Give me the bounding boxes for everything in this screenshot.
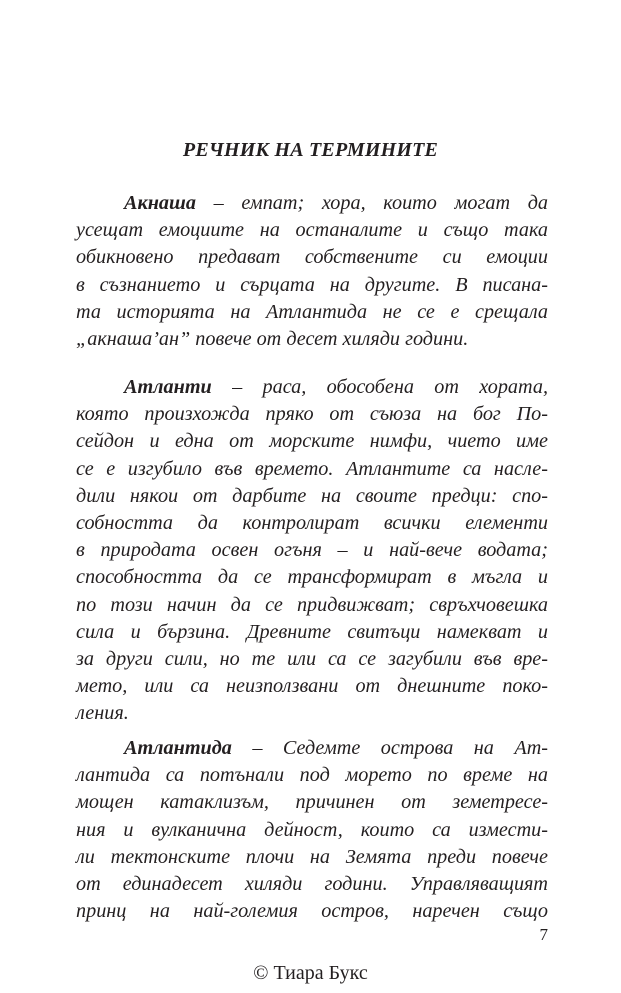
entry-line: се е изгубило във времето. Атлантите са насле- xyxy=(76,457,548,480)
glossary-term: Акнаша xyxy=(124,192,196,214)
entry-line: усещат емоциите на останалите и също така xyxy=(76,219,548,242)
page-title: РЕЧНИК НА ТЕРМИНИТЕ xyxy=(182,139,439,161)
glossary-term: Атланти xyxy=(124,376,212,398)
entry-line: мето, или са неизползвани от днешните поко- xyxy=(76,675,548,698)
entry-line: от единадесет хиляди години. Управляващият xyxy=(76,872,548,895)
entry-line: ления. xyxy=(76,702,129,725)
entry-line: мощен катаклизъм, причинен от земетресе- xyxy=(76,791,548,814)
entry-line: за други сили, но те или са се загубили във вре- xyxy=(76,647,548,670)
glossary-entry-atlanti xyxy=(76,374,548,727)
entry-line: ли тектонските плочи на Земята преди повече xyxy=(76,845,548,868)
entry-line: дили някои от дарбите на своите предци: спо- xyxy=(76,484,548,507)
entry-line: сейдон и една от морските нимфи, чието име xyxy=(76,430,548,453)
page-number: 7 xyxy=(539,925,548,944)
entry-line: в природата освен огъня – и най-вече водата; xyxy=(76,539,548,562)
entry-text: – раса, обособена от хората, xyxy=(211,376,548,398)
entry-line xyxy=(76,735,548,762)
entry-line xyxy=(76,190,548,217)
entry-text: – Седемте острова на Ат- xyxy=(231,737,548,759)
entry-line: ния и вулканична дейност, които са измести- xyxy=(76,818,548,841)
entry-line: лантида са потънали под морето по време на xyxy=(76,764,548,787)
glossary-term: Атлантида xyxy=(124,737,232,759)
entry-line: та историята на Атлантида не се е срещала xyxy=(76,300,548,323)
entry-line: способността да се трансформират в мъгла и xyxy=(76,566,548,589)
copyright-notice: © Тиара Букс xyxy=(253,962,368,984)
entry-line: в съзнанието и сърцата на другите. В писана- xyxy=(76,273,548,296)
entry-line xyxy=(76,374,548,401)
entry-line: обикновено предават собствените си емоции xyxy=(76,246,548,269)
entry-line: принц на най-големия остров, наречен също xyxy=(76,900,548,923)
entry-line: сила и бързина. Древните свитъци намекват и xyxy=(76,620,548,643)
entry-line: „акнаша’ан” повече от десет хиляди години. xyxy=(76,327,469,350)
entry-line: която произхожда пряко от съюза на бог По- xyxy=(76,403,548,426)
entry-line: по този начин да се придвижват; свръхчовешка xyxy=(76,593,548,616)
glossary-entry-aknasha xyxy=(76,190,548,353)
entry-line: собността да контролират всички елементи xyxy=(76,511,548,534)
entry-text: – емпат; хора, които могат да xyxy=(195,192,548,214)
glossary-entry-atlantida xyxy=(76,735,548,925)
